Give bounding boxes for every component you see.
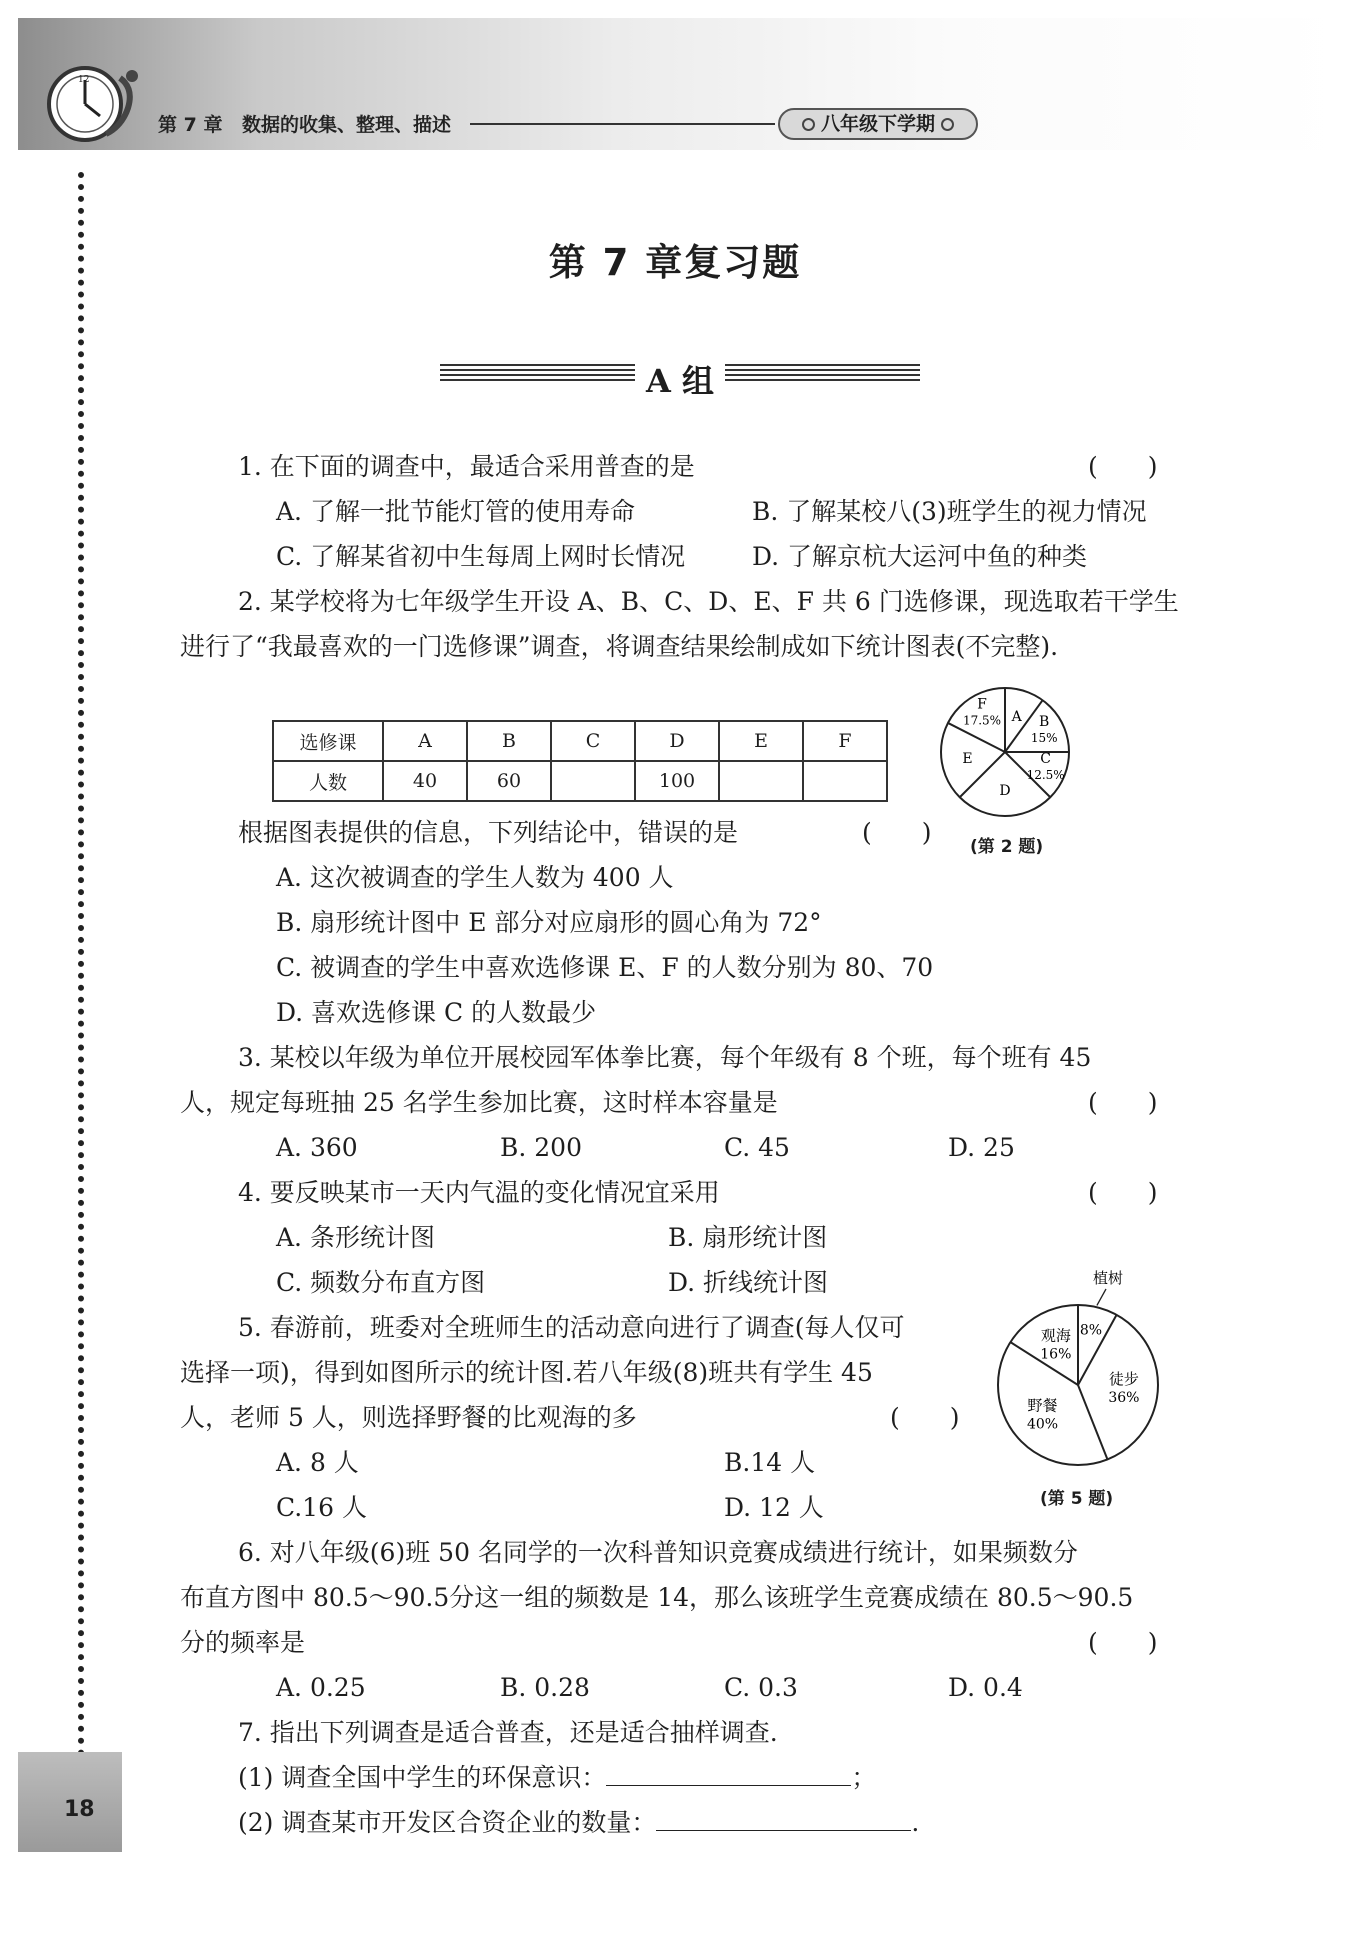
q3-option-d: D. 25 (948, 1133, 1015, 1162)
pie-slice-percent: 36% (1108, 1389, 1140, 1406)
q6-line3: 分的频率是 (180, 1628, 306, 1657)
q5-option-a: A. 8 人 (276, 1448, 359, 1477)
table-cell: 100 (635, 761, 719, 801)
q7-item2-blank[interactable] (656, 1808, 911, 1831)
table-cell: E (719, 721, 803, 761)
table-cell (803, 761, 887, 801)
q2-line1: 2. 某学校将为七年级学生开设 A、B、C、D、E、F 共 6 门选修课，现选取若干学生 (238, 587, 1179, 616)
q6-line1: 6. 对八年级(6)班 50 名同学的一次科普知识竞赛成绩进行统计，如果频数分 (238, 1538, 1078, 1567)
q4-option-d: D. 折线统计图 (668, 1268, 829, 1297)
circle-bullet-icon (802, 118, 815, 131)
q6-option-c: C. 0.3 (724, 1673, 798, 1702)
q7-item2-text: (2) 调查某市开发区合资企业的数量： (238, 1808, 657, 1837)
table-cell (551, 761, 635, 801)
q4-option-b: B. 扇形统计图 (668, 1223, 828, 1252)
header-chapter-topic: 数据的收集、整理、描述 (242, 114, 452, 136)
table-cell: A (383, 721, 467, 761)
q2-answer-paren: ( ) (862, 818, 932, 847)
q3-line1: 3. 某校以年级为单位开展校园军体拳比赛，每个年级有 8 个班，每个班有 45 (238, 1043, 1092, 1072)
page-number: 18 (64, 1797, 95, 1822)
table-cell (719, 761, 803, 801)
q6-line2: 布直方图中 80.5～90.5分这一组的频数是 14，那么该班学生竞赛成绩在 80.5～90.5 (180, 1583, 1134, 1612)
q1-option-a: A. 了解一批节能灯管的使用寿命 (276, 497, 635, 526)
q5-option-b: B.14 人 (724, 1448, 816, 1477)
q7-item1-blank[interactable] (606, 1763, 851, 1786)
q7-item1-text: (1) 调查全国中学生的环保意识： (238, 1763, 607, 1792)
group-title: A 组 (646, 362, 714, 400)
pie-slice-label: 观海 (1040, 1326, 1071, 1345)
table-header-row (273, 721, 887, 761)
q3-option-b: B. 200 (500, 1133, 582, 1162)
q5-line1: 5. 春游前，班委对全班师生的活动意向进行了调查(每人仅可 (238, 1313, 905, 1342)
table-cell: D (635, 721, 719, 761)
pie-leader-line (1097, 1289, 1106, 1305)
q5-pie-chart (990, 1265, 1180, 1475)
pie-slice-percent: 15% (1030, 731, 1058, 746)
q5-option-c: C.16 人 (276, 1493, 367, 1522)
q4-stem: 4. 要反映某市一天内气温的变化情况宜采用 (238, 1178, 720, 1207)
q2-option-a: A. 这次被调查的学生人数为 400 人 (276, 863, 674, 892)
q7-item2-end: . (911, 1808, 920, 1837)
q2-option-c: C. 被调查的学生中喜欢选修课 E、F 的人数分别为 80、70 (276, 953, 934, 982)
q3-option-a: A. 360 (276, 1133, 358, 1162)
pie-slice-label: B (1039, 714, 1050, 731)
circle-bullet-icon (941, 118, 954, 131)
q5-line2: 选择一项)，得到如图所示的统计图.若八年级(8)班共有学生 45 (180, 1358, 873, 1387)
page-title: 第 7 章复习题 (548, 241, 802, 284)
table-row-label: 人数 (273, 761, 383, 801)
compass-logo-icon (40, 58, 140, 148)
margin-dotted-line (78, 172, 84, 1757)
q5-option-d: D. 12 人 (724, 1493, 824, 1522)
svg-text:12: 12 (78, 75, 90, 85)
q2-caption: (第 2 题) (970, 837, 1044, 857)
q6-option-a: A. 0.25 (276, 1673, 366, 1702)
q2-question: 根据图表提供的信息，下列结论中，错误的是 (238, 818, 739, 847)
pie-slice-percent: 40% (1026, 1416, 1059, 1433)
q3-line2: 人，规定每班抽 25 名学生参加比赛，这时样本容量是 (180, 1088, 778, 1117)
q2-option-b: B. 扇形统计图中 E 部分对应扇形的圆心角为 72° (276, 908, 822, 937)
q4-option-c: C. 频数分布直方图 (276, 1268, 486, 1297)
group-deco-left (440, 364, 635, 384)
q1-stem: 1. 在下面的调查中，最适合采用普查的是 (238, 452, 695, 481)
table-cell: 60 (467, 761, 551, 801)
pie-slice-percent: 8% (1079, 1322, 1103, 1339)
pie-slice-percent: 16% (1040, 1346, 1072, 1363)
q4-answer-paren: ( ) (1088, 1178, 1158, 1207)
q3-answer-paren: ( ) (1088, 1088, 1158, 1117)
q2-option-d: D. 喜欢选修课 C 的人数最少 (276, 998, 597, 1027)
q2-line2: 进行了“我最喜欢的一门选修课”调查，将调查结果绘制成如下统计图表(不完整). (180, 632, 1059, 661)
q5-caption: (第 5 题) (1040, 1489, 1114, 1509)
q7-stem: 7. 指出下列调查是适合普查，还是适合抽样调查. (238, 1718, 778, 1747)
table-cell: 40 (383, 761, 467, 801)
q5-answer-paren: ( ) (890, 1403, 960, 1432)
q6-option-b: B. 0.28 (500, 1673, 590, 1702)
q1-option-c: C. 了解某省初中生每周上网时长情况 (276, 542, 686, 571)
table-cell: C (551, 721, 635, 761)
header-divider (470, 123, 775, 125)
pie-slice-label: C (1040, 750, 1052, 767)
q7-item2 (238, 1808, 919, 1838)
grade-label: 八年级下学期 (820, 113, 935, 135)
q1-option-d: D. 了解京杭大运河中鱼的种类 (752, 542, 1088, 571)
pie-slice-percent: 17.5% (962, 713, 1002, 728)
pie-slice-label: F (977, 696, 987, 713)
pie-slice-label: 徒步 (1108, 1369, 1139, 1388)
pie-slice-label: E (962, 750, 973, 767)
q3-option-c: C. 45 (724, 1133, 790, 1162)
q6-answer-paren: ( ) (1088, 1628, 1158, 1657)
table-cell: 选修课 (273, 721, 383, 761)
q7-item1-end: ； (851, 1763, 877, 1792)
q1-answer-paren: ( ) (1088, 452, 1158, 481)
pie-slice-label: 植树 (1092, 1269, 1124, 1287)
pie-slice-label: A (1011, 708, 1022, 725)
header-chapter: 第 7 章 (158, 114, 223, 136)
q1-option-b: B. 了解某校八(3)班学生的视力情况 (752, 497, 1147, 526)
pie-slice-label: 野餐 (1027, 1396, 1058, 1415)
group-deco-right (725, 364, 920, 384)
table-row (273, 761, 887, 801)
grade-badge (778, 108, 978, 140)
q4-option-a: A. 条形统计图 (276, 1223, 435, 1252)
q6-option-d: D. 0.4 (948, 1673, 1023, 1702)
table-cell: B (467, 721, 551, 761)
q5-line3: 人，老师 5 人，则选择野餐的比观海的多 (180, 1403, 637, 1432)
table-cell: F (803, 721, 887, 761)
pie-slice-percent: 12.5% (1026, 767, 1065, 782)
q7-item1 (238, 1763, 876, 1793)
survey-table (272, 720, 888, 802)
pie-slice-label: D (999, 783, 1011, 799)
q2-pie-chart (925, 680, 1085, 820)
